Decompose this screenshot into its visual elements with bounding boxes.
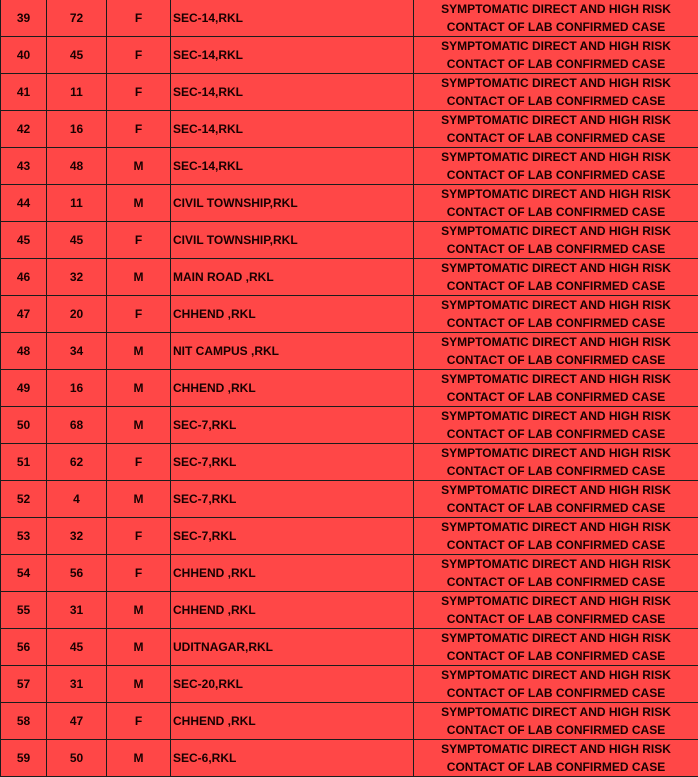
address-cell[interactable]: SEC-14,RKL <box>171 148 414 185</box>
age-cell[interactable]: 32 <box>47 518 107 555</box>
sex-cell[interactable]: M <box>107 666 171 703</box>
serial-number-cell[interactable]: 41 <box>1 74 47 111</box>
remarks-line-2: CONTACT OF LAB CONFIRMED CASE <box>414 314 698 332</box>
address-cell[interactable]: CHHEND ,RKL <box>171 296 414 333</box>
address-cell[interactable]: CHHEND ,RKL <box>171 555 414 592</box>
remarks-line-2: CONTACT OF LAB CONFIRMED CASE <box>414 55 698 73</box>
age-cell[interactable]: 4 <box>47 481 107 518</box>
remarks-line-1: SYMPTOMATIC DIRECT AND HIGH RISK <box>414 629 698 647</box>
remarks-line-1: SYMPTOMATIC DIRECT AND HIGH RISK <box>414 111 698 129</box>
serial-number-cell[interactable]: 39 <box>1 0 47 37</box>
sex-cell[interactable]: M <box>107 185 171 222</box>
serial-number-cell[interactable]: 56 <box>1 629 47 666</box>
remarks-line-2: CONTACT OF LAB CONFIRMED CASE <box>414 388 698 406</box>
address-cell[interactable]: SEC-14,RKL <box>171 37 414 74</box>
address-cell[interactable]: SEC-14,RKL <box>171 111 414 148</box>
sex-cell[interactable]: F <box>107 74 171 111</box>
address-cell[interactable]: CHHEND ,RKL <box>171 370 414 407</box>
address-cell[interactable]: MAIN ROAD ,RKL <box>171 259 414 296</box>
remarks-cell[interactable] <box>414 111 698 148</box>
sex-cell[interactable]: F <box>107 703 171 740</box>
remarks-line-2: CONTACT OF LAB CONFIRMED CASE <box>414 240 698 258</box>
table-row[interactable] <box>1 37 698 74</box>
remarks-cell[interactable] <box>414 333 698 370</box>
table-row[interactable] <box>1 185 698 222</box>
age-cell[interactable]: 47 <box>47 703 107 740</box>
remarks-line-2: CONTACT OF LAB CONFIRMED CASE <box>414 277 698 295</box>
remarks-line-1: SYMPTOMATIC DIRECT AND HIGH RISK <box>414 481 698 499</box>
serial-number-cell[interactable]: 51 <box>1 444 47 481</box>
sex-cell[interactable]: M <box>107 333 171 370</box>
remarks-line-2: CONTACT OF LAB CONFIRMED CASE <box>414 92 698 110</box>
address-cell[interactable]: SEC-20,RKL <box>171 666 414 703</box>
remarks-line-1: SYMPTOMATIC DIRECT AND HIGH RISK <box>414 666 698 684</box>
serial-number-cell[interactable]: 59 <box>1 740 47 777</box>
sex-cell[interactable]: F <box>107 296 171 333</box>
remarks-cell[interactable] <box>414 518 698 555</box>
age-cell[interactable]: 11 <box>47 74 107 111</box>
cases-table-body <box>1 0 698 777</box>
sex-cell[interactable]: M <box>107 259 171 296</box>
remarks-line-1: SYMPTOMATIC DIRECT AND HIGH RISK <box>414 407 698 425</box>
remarks-line-1: SYMPTOMATIC DIRECT AND HIGH RISK <box>414 148 698 166</box>
serial-number-cell[interactable]: 42 <box>1 111 47 148</box>
age-cell[interactable]: 11 <box>47 185 107 222</box>
sex-cell[interactable]: M <box>107 370 171 407</box>
age-cell[interactable]: 62 <box>47 444 107 481</box>
address-cell[interactable]: CHHEND ,RKL <box>171 703 414 740</box>
serial-number-cell[interactable]: 58 <box>1 703 47 740</box>
remarks-line-1: SYMPTOMATIC DIRECT AND HIGH RISK <box>414 259 698 277</box>
remarks-line-1: SYMPTOMATIC DIRECT AND HIGH RISK <box>414 703 698 721</box>
age-cell[interactable]: 16 <box>47 111 107 148</box>
remarks-line-1: SYMPTOMATIC DIRECT AND HIGH RISK <box>414 518 698 536</box>
age-cell[interactable]: 50 <box>47 740 107 777</box>
age-cell[interactable]: 45 <box>47 222 107 259</box>
serial-number-cell[interactable]: 43 <box>1 148 47 185</box>
age-cell[interactable]: 31 <box>47 666 107 703</box>
remarks-line-2: CONTACT OF LAB CONFIRMED CASE <box>414 351 698 369</box>
sex-cell[interactable]: F <box>107 518 171 555</box>
serial-number-cell[interactable]: 45 <box>1 222 47 259</box>
remarks-line-1: SYMPTOMATIC DIRECT AND HIGH RISK <box>414 444 698 462</box>
remarks-line-1: SYMPTOMATIC DIRECT AND HIGH RISK <box>414 74 698 92</box>
table-row[interactable] <box>1 518 698 555</box>
sex-cell[interactable]: M <box>107 407 171 444</box>
table-row[interactable] <box>1 629 698 666</box>
remarks-line-1: SYMPTOMATIC DIRECT AND HIGH RISK <box>414 37 698 55</box>
table-row[interactable] <box>1 407 698 444</box>
address-cell[interactable]: NIT CAMPUS ,RKL <box>171 333 414 370</box>
remarks-cell[interactable] <box>414 592 698 629</box>
sex-cell[interactable]: F <box>107 444 171 481</box>
remarks-line-1: SYMPTOMATIC DIRECT AND HIGH RISK <box>414 222 698 240</box>
table-row[interactable] <box>1 370 698 407</box>
remarks-line-2: CONTACT OF LAB CONFIRMED CASE <box>414 536 698 554</box>
remarks-cell[interactable] <box>414 444 698 481</box>
age-cell[interactable]: 31 <box>47 592 107 629</box>
serial-number-cell[interactable]: 47 <box>1 296 47 333</box>
table-row[interactable] <box>1 333 698 370</box>
table-row[interactable] <box>1 74 698 111</box>
table-row[interactable] <box>1 148 698 185</box>
remarks-cell[interactable] <box>414 148 698 185</box>
address-cell[interactable]: CIVIL TOWNSHIP,RKL <box>171 185 414 222</box>
serial-number-cell[interactable]: 44 <box>1 185 47 222</box>
remarks-line-1: SYMPTOMATIC DIRECT AND HIGH RISK <box>414 185 698 203</box>
remarks-cell[interactable] <box>414 370 698 407</box>
table-row[interactable] <box>1 555 698 592</box>
remarks-line-2: CONTACT OF LAB CONFIRMED CASE <box>414 499 698 517</box>
remarks-line-2: CONTACT OF LAB CONFIRMED CASE <box>414 203 698 221</box>
remarks-line-1: SYMPTOMATIC DIRECT AND HIGH RISK <box>414 592 698 610</box>
sex-cell[interactable]: F <box>107 555 171 592</box>
remarks-line-1: SYMPTOMATIC DIRECT AND HIGH RISK <box>414 740 698 758</box>
serial-number-cell[interactable]: 54 <box>1 555 47 592</box>
address-cell[interactable]: SEC-7,RKL <box>171 444 414 481</box>
remarks-line-2: CONTACT OF LAB CONFIRMED CASE <box>414 721 698 739</box>
remarks-cell[interactable] <box>414 407 698 444</box>
serial-number-cell[interactable]: 52 <box>1 481 47 518</box>
sex-cell[interactable]: F <box>107 222 171 259</box>
remarks-cell[interactable] <box>414 740 698 777</box>
address-cell[interactable]: SEC-7,RKL <box>171 518 414 555</box>
table-row[interactable] <box>1 259 698 296</box>
sex-cell[interactable]: F <box>107 0 171 37</box>
remarks-cell[interactable] <box>414 37 698 74</box>
table-row[interactable] <box>1 111 698 148</box>
age-cell[interactable]: 45 <box>47 37 107 74</box>
address-cell[interactable]: SEC-7,RKL <box>171 407 414 444</box>
sex-cell[interactable]: M <box>107 148 171 185</box>
serial-number-cell[interactable]: 55 <box>1 592 47 629</box>
serial-number-cell[interactable]: 53 <box>1 518 47 555</box>
age-cell[interactable]: 34 <box>47 333 107 370</box>
address-cell[interactable]: UDITNAGAR,RKL <box>171 629 414 666</box>
serial-number-cell[interactable]: 48 <box>1 333 47 370</box>
address-cell[interactable]: CIVIL TOWNSHIP,RKL <box>171 222 414 259</box>
table-row[interactable] <box>1 592 698 629</box>
table-row[interactable] <box>1 740 698 777</box>
table-row[interactable] <box>1 296 698 333</box>
serial-number-cell[interactable]: 57 <box>1 666 47 703</box>
remarks-cell[interactable] <box>414 185 698 222</box>
remarks-cell[interactable] <box>414 481 698 518</box>
remarks-cell[interactable] <box>414 259 698 296</box>
sex-cell[interactable]: F <box>107 37 171 74</box>
table-row[interactable] <box>1 481 698 518</box>
serial-number-cell[interactable]: 46 <box>1 259 47 296</box>
remarks-line-2: CONTACT OF LAB CONFIRMED CASE <box>414 684 698 702</box>
serial-number-cell[interactable]: 50 <box>1 407 47 444</box>
remarks-line-2: CONTACT OF LAB CONFIRMED CASE <box>414 166 698 184</box>
table-row[interactable] <box>1 0 698 37</box>
age-cell[interactable]: 32 <box>47 259 107 296</box>
sex-cell[interactable]: F <box>107 111 171 148</box>
remarks-line-2: CONTACT OF LAB CONFIRMED CASE <box>414 129 698 147</box>
age-cell[interactable]: 16 <box>47 370 107 407</box>
remarks-line-1: SYMPTOMATIC DIRECT AND HIGH RISK <box>414 0 698 18</box>
age-cell[interactable]: 45 <box>47 629 107 666</box>
sex-cell[interactable]: M <box>107 629 171 666</box>
remarks-cell[interactable] <box>414 666 698 703</box>
age-cell[interactable]: 56 <box>47 555 107 592</box>
remarks-line-2: CONTACT OF LAB CONFIRMED CASE <box>414 573 698 591</box>
remarks-line-2: CONTACT OF LAB CONFIRMED CASE <box>414 647 698 665</box>
remarks-cell[interactable] <box>414 296 698 333</box>
remarks-line-2: CONTACT OF LAB CONFIRMED CASE <box>414 462 698 480</box>
sex-cell[interactable]: M <box>107 740 171 777</box>
remarks-cell[interactable] <box>414 74 698 111</box>
age-cell[interactable]: 72 <box>47 0 107 37</box>
sex-cell[interactable]: M <box>107 481 171 518</box>
remarks-line-1: SYMPTOMATIC DIRECT AND HIGH RISK <box>414 370 698 388</box>
address-cell[interactable]: CHHEND ,RKL <box>171 592 414 629</box>
remarks-line-1: SYMPTOMATIC DIRECT AND HIGH RISK <box>414 555 698 573</box>
remarks-cell[interactable] <box>414 222 698 259</box>
age-cell[interactable]: 68 <box>47 407 107 444</box>
remarks-line-2: CONTACT OF LAB CONFIRMED CASE <box>414 758 698 776</box>
remarks-cell[interactable] <box>414 0 698 37</box>
address-cell[interactable]: SEC-14,RKL <box>171 74 414 111</box>
serial-number-cell[interactable]: 40 <box>1 37 47 74</box>
table-row[interactable] <box>1 666 698 703</box>
remarks-line-2: CONTACT OF LAB CONFIRMED CASE <box>414 425 698 443</box>
table-row[interactable] <box>1 444 698 481</box>
table-row[interactable] <box>1 703 698 740</box>
address-cell[interactable]: SEC-14,RKL <box>171 0 414 37</box>
remarks-line-2: CONTACT OF LAB CONFIRMED CASE <box>414 610 698 628</box>
remarks-line-1: SYMPTOMATIC DIRECT AND HIGH RISK <box>414 296 698 314</box>
remarks-line-2: CONTACT OF LAB CONFIRMED CASE <box>414 18 698 36</box>
serial-number-cell[interactable]: 49 <box>1 370 47 407</box>
remarks-cell[interactable] <box>414 703 698 740</box>
remarks-line-1: SYMPTOMATIC DIRECT AND HIGH RISK <box>414 333 698 351</box>
table-row[interactable] <box>1 222 698 259</box>
sex-cell[interactable]: M <box>107 592 171 629</box>
remarks-cell[interactable] <box>414 629 698 666</box>
remarks-cell[interactable] <box>414 555 698 592</box>
age-cell[interactable]: 48 <box>47 148 107 185</box>
address-cell[interactable]: SEC-6,RKL <box>171 740 414 777</box>
age-cell[interactable]: 20 <box>47 296 107 333</box>
address-cell[interactable]: SEC-7,RKL <box>171 481 414 518</box>
